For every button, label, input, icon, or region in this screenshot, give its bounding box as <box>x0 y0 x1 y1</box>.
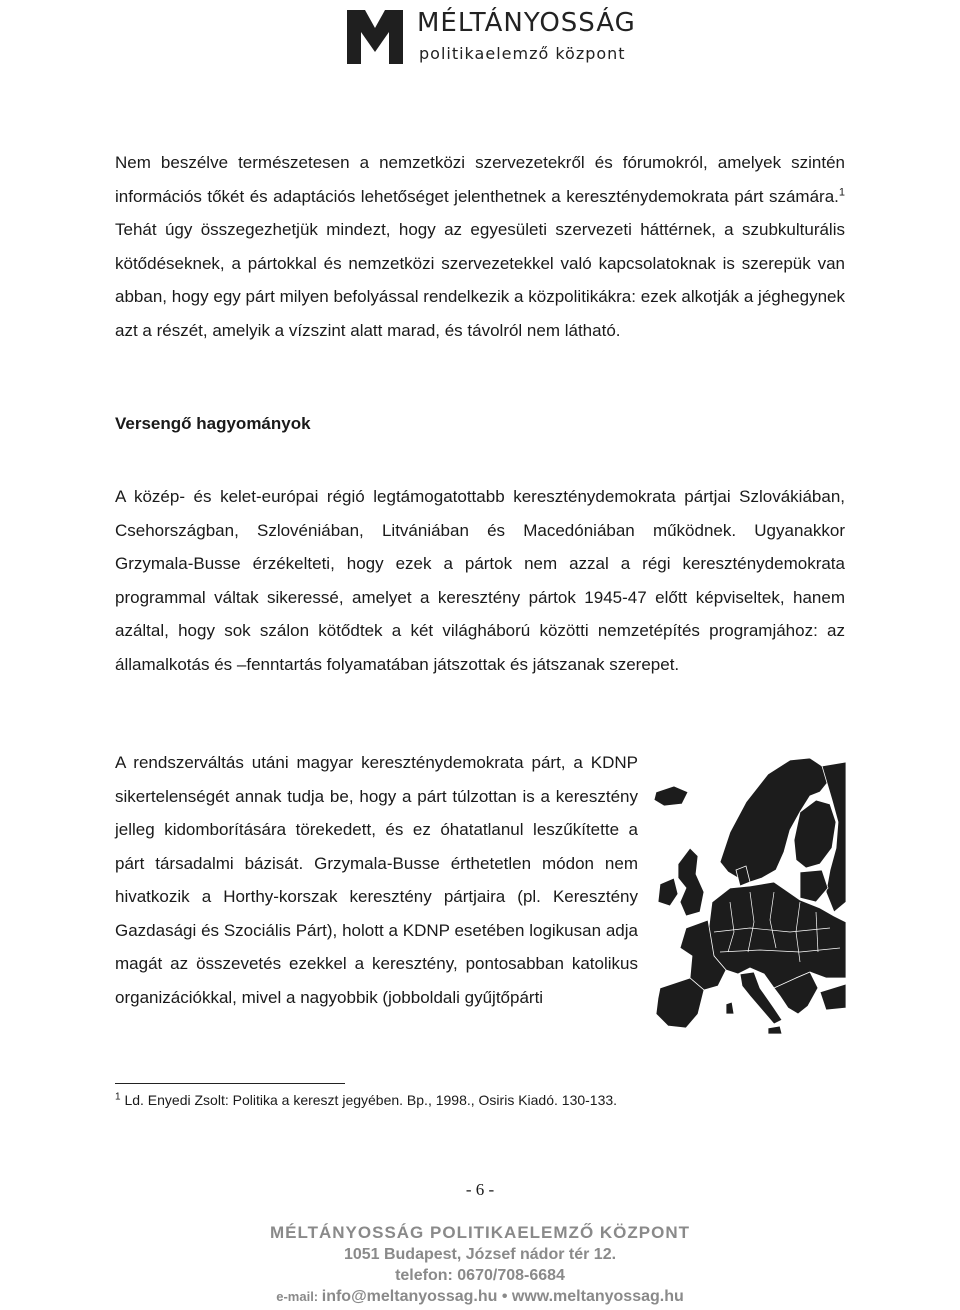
paragraph-1-text-b: Tehát úgy összegezhetjük mindezt, hogy az egyesületi szervezeti háttérnek, a szubkulturális kötődéseknek, a pártokkal és nemzetközi szervezetekkel való kapcsolatoknak is szerepük van abban, hogy egy párt milyen befolyással rendelkezik a közpolitikákra: ezek alkotják a jéghegynek azt a részét, amelyik a vízszint alatt marad, és távolról nem látható. <box>115 220 845 340</box>
logo-mark-icon <box>345 6 405 66</box>
footer <box>0 1222 960 1307</box>
footnote-text: Ld. Enyedi Zsolt: Politika a kereszt jegyében. Bp., 1998., Osiris Kiadó. 130-133. <box>120 1092 618 1108</box>
paragraph-1 <box>115 146 845 347</box>
logo-title: MÉLTÁNYOSSÁG <box>417 8 636 38</box>
paragraph-2: A közép- és kelet-európai régió legtámogatottabb kereszténydemokrata pártjai Szlovákiában, Csehországban, Szlovéniában, Litvániában és Macedóniában működnek. Ugyanakkor Grzymala-Busse érzékelteti, hogy ezek a pártok nem azzal a régi kereszténydemokrata programmal váltak sikeressé, amelyet a keresztény pártok 1945-47 előtt képviseltek, hanem azáltal, hogy sok szálon kötődtek a két világháború közötti nemzetépítés programjához: az államalkotás és –fenntartás folyamatában játszottak és játszanak szerepet. <box>115 487 845 674</box>
footnote-divider <box>115 1083 345 1084</box>
footer-title: MÉLTÁNYOSSÁG POLITIKAELEMZŐ KÖZPONT <box>269 1223 690 1242</box>
page-number: - 6 - <box>465 1180 495 1199</box>
footer-email-web[interactable]: info@meltanyossag.hu • www.meltanyossag.hu <box>321 1288 684 1305</box>
paragraph-3: A rendszerváltás utáni magyar kereszténydemokrata párt, a KDNP sikertelenségét annak tudja be, hogy a párt túlzottan is a keresztény jelleg kidomborítására törekedett, és ez óhatatlanul leszűkítette a párt társadalmi bázisát. Grzymala-Busse érthetetlen módon nem hivatkozik a Horthy-korszak keresztény pártjaira (pl. Keresztény Gazdasági és Szociális Párt), holott a KDNP esetében logikusan adja magát az összevetés ezekkel a keresztény, pontosabban katolikus organizációkkal, mivel a nagyobbik (jobboldali gyűjtőpárti <box>115 753 638 1007</box>
footer-email-label: e-mail: <box>276 1289 322 1304</box>
footnote-number: 1 <box>115 1091 121 1103</box>
footer-address: 1051 Budapest, József nádor tér 12. <box>343 1246 617 1263</box>
header-logo <box>345 4 636 68</box>
europe-map-image <box>650 752 846 1042</box>
footnote-reference[interactable]: 1 <box>838 185 845 198</box>
footnote <box>115 1092 617 1108</box>
section-heading: Versengő hagyományok <box>115 414 311 433</box>
footer-contact <box>0 1286 960 1307</box>
footer-phone: telefon: 0670/708-6684 <box>395 1267 565 1284</box>
logo-subtitle: politikaelemző központ <box>419 44 626 63</box>
paragraph-1-text-a: Nem beszélve természetesen a nemzetközi szervezetekről és fórumokról, amelyek szintén információs tőkét és adaptációs lehetőséget jelenthetnek a kereszténydemokrata párt számára. <box>115 153 845 206</box>
